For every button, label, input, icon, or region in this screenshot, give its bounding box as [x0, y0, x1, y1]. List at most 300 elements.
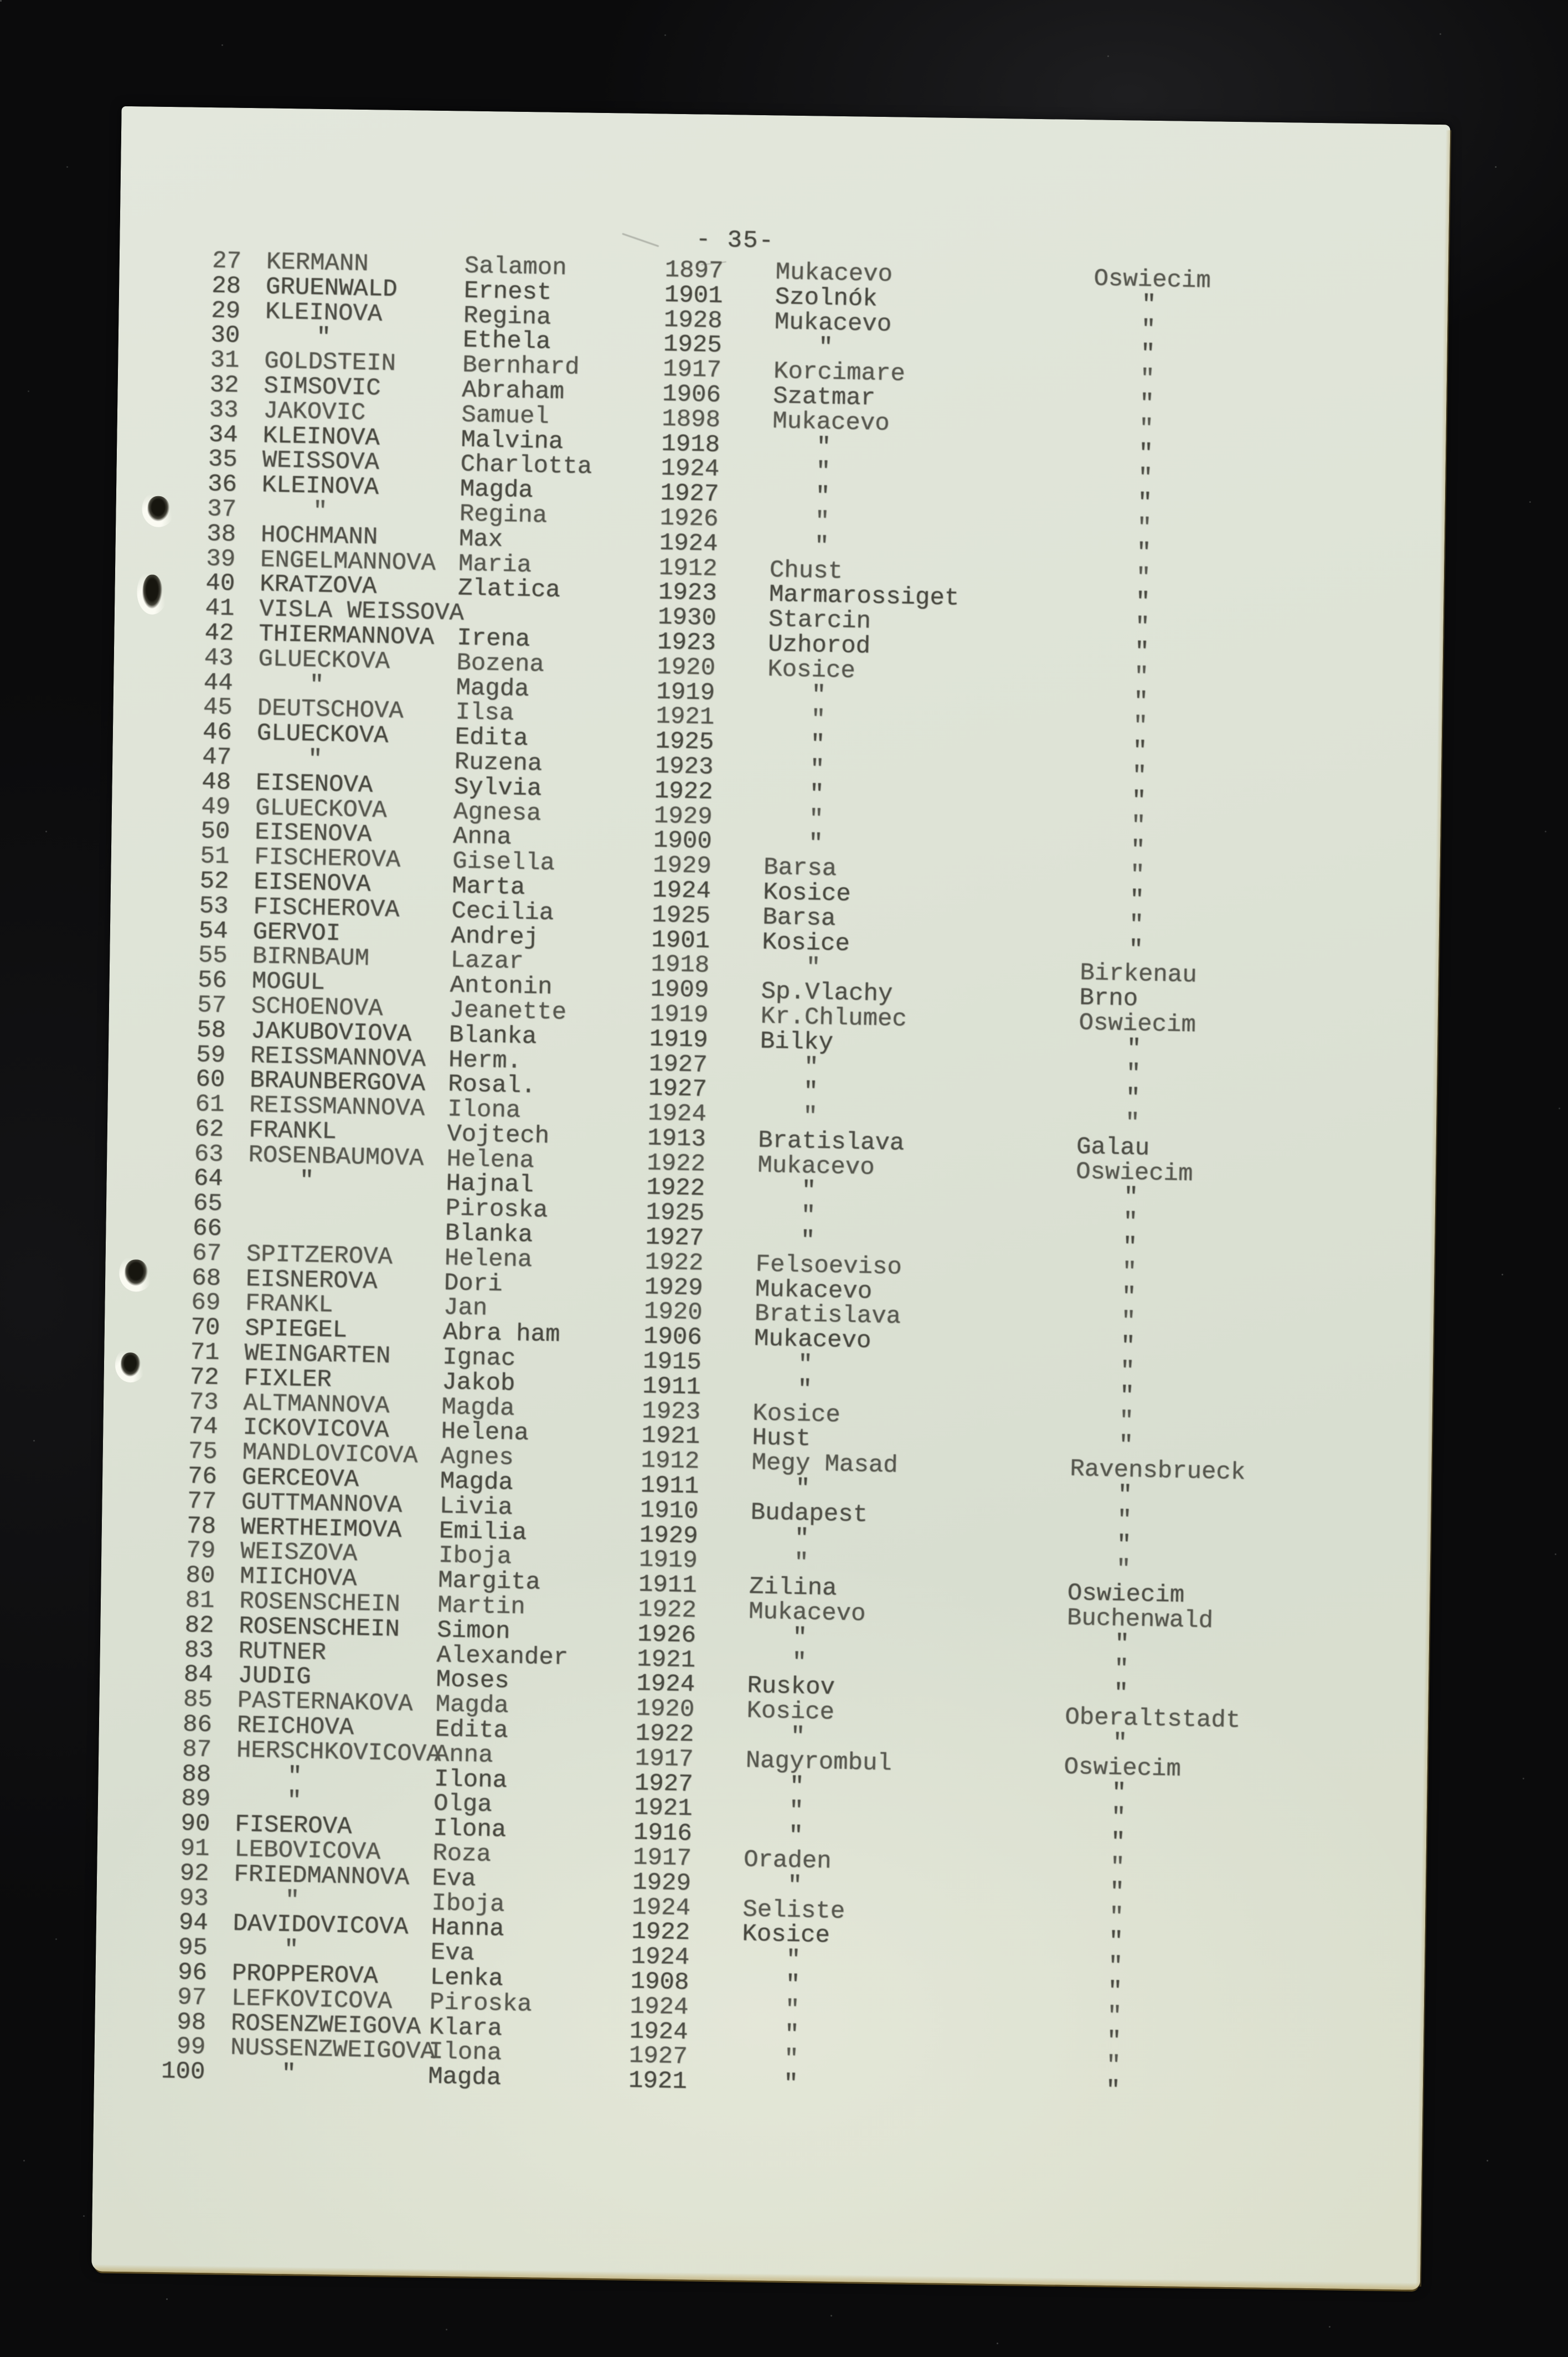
row-number-cell: 38: [206, 520, 236, 549]
place-cell: Nagyrombul: [745, 1747, 893, 1778]
dust-speckles: [0, 0, 2, 2]
place-cell: Budapest: [750, 1499, 868, 1529]
birth-year-cell: 1922: [646, 1149, 706, 1179]
place-cell: ": [797, 1375, 813, 1404]
camp-cell: ": [1135, 588, 1151, 616]
camp-cell: ": [1134, 637, 1149, 666]
birth-year-cell: 1919: [649, 1025, 708, 1054]
first-name-cell: Eva: [431, 1864, 477, 1893]
place-cell: ": [789, 1772, 804, 1800]
first-name-cell: Regina: [459, 500, 548, 530]
row-number-cell: 93: [179, 1884, 209, 1913]
birth-year-cell: 1917: [632, 1844, 692, 1873]
surname-cell: JAKUBOVIOVA: [250, 1017, 412, 1048]
camp-cell: ": [1106, 2027, 1122, 2055]
birth-year-cell: 1920: [636, 1695, 695, 1724]
birth-year-cell: 1909: [650, 975, 709, 1005]
camp-cell: ": [1125, 1109, 1140, 1138]
place-cell: Mukacevo: [755, 1275, 873, 1306]
birth-year-cell: 1925: [651, 901, 711, 930]
place-cell: Kosice: [767, 655, 856, 685]
first-name-cell: Blanka: [448, 1021, 537, 1051]
place-cell: Ruskov: [746, 1672, 835, 1702]
place-cell: ": [795, 1475, 811, 1503]
birth-year-cell: 1929: [652, 851, 712, 881]
birth-year-cell: 1925: [663, 331, 723, 360]
place-cell: Felsoeviso: [755, 1250, 902, 1282]
camp-cell: Ravensbrueck: [1069, 1455, 1246, 1487]
place-cell: Korcimare: [773, 357, 906, 388]
place-cell: ": [808, 805, 824, 833]
row-number-cell: 27: [212, 247, 242, 276]
place-cell: ": [811, 706, 826, 734]
surname-cell: ROSENBAUMOVA: [248, 1141, 424, 1173]
surname-cell: GLUECKOVA: [258, 645, 390, 676]
birth-year-cell: 1910: [639, 1496, 699, 1526]
camp-cell: ": [1140, 340, 1156, 368]
camp-cell: ": [1105, 2076, 1121, 2105]
camp-cell: ": [1118, 1407, 1134, 1435]
first-name-cell: Edita: [455, 723, 529, 753]
camp-cell: ": [1131, 811, 1146, 840]
row-number-cell: 75: [188, 1438, 218, 1466]
surname-cell: ICKOVICOVA: [243, 1414, 390, 1445]
camp-cell: ": [1132, 761, 1147, 790]
place-cell: Kosice: [741, 1920, 831, 1950]
surname-cell: EISNEROVA: [245, 1265, 378, 1296]
birth-year-cell: 1915: [642, 1347, 702, 1377]
first-name-cell: Andrej: [451, 922, 539, 951]
place-cell: ": [801, 1177, 817, 1206]
first-name-cell: Livia: [439, 1492, 513, 1522]
camp-cell: ": [1138, 439, 1154, 468]
first-name-cell: Roza: [432, 1839, 492, 1869]
first-name-cell: Abraham: [461, 376, 565, 406]
row-number-cell: 78: [186, 1512, 216, 1541]
birth-year-cell: 1925: [646, 1198, 705, 1228]
birth-year-cell: 1924: [630, 1992, 689, 2022]
camp-cell: ": [1128, 910, 1144, 939]
place-cell: ": [791, 1648, 807, 1677]
surname-cell: NUSSENZWEIGOVA: [230, 2034, 436, 2066]
surname-cell: VISLA WEISSOVA: [259, 595, 465, 627]
place-cell: Chust: [769, 556, 843, 585]
row-number-cell: 82: [184, 1611, 214, 1640]
first-name-cell: Ethela: [462, 326, 551, 357]
first-name-cell: Bozena: [456, 649, 545, 679]
place-cell: Bratislava: [754, 1300, 901, 1331]
row-number-cell: 74: [188, 1413, 219, 1442]
camp-cell: Oswiecim: [1079, 1008, 1196, 1039]
place-cell: ": [784, 2020, 800, 2049]
birth-year-cell: 1922: [631, 1918, 690, 1947]
first-name-cell: Salamon: [464, 252, 568, 282]
row-number-cell: 85: [183, 1686, 213, 1715]
camp-cell: ": [1121, 1283, 1137, 1311]
place-cell: ": [790, 1722, 806, 1751]
place-cell: ": [818, 333, 833, 362]
surname-cell: KLEINOVA: [265, 297, 383, 328]
place-cell: ": [792, 1623, 808, 1652]
row-number-cell: 40: [205, 569, 235, 598]
surname-cell: SPITZEROVA: [246, 1240, 393, 1272]
surname-cell: FRANKL: [245, 1290, 334, 1320]
place-cell: ": [815, 457, 831, 486]
birth-year-cell: 1920: [643, 1298, 703, 1327]
birth-year-cell: 1908: [630, 1968, 689, 1997]
place-cell: ": [800, 1227, 816, 1255]
surname-cell: EISENOVA: [255, 769, 373, 800]
row-number-cell: 77: [187, 1487, 217, 1516]
birth-year-cell: 1929: [644, 1273, 703, 1303]
surname-cell: GRUENWALD: [265, 273, 398, 303]
camp-cell: ": [1136, 563, 1151, 592]
row-number-cell: 68: [191, 1264, 221, 1293]
surname-cell: REISSMANNOVA: [250, 1042, 426, 1073]
roster-rows: [83, 247, 1448, 2109]
camp-cell: ": [1120, 1332, 1136, 1361]
row-number-cell: 100: [161, 2057, 205, 2086]
row-number-cell: 62: [194, 1115, 224, 1144]
camp-cell: ": [1130, 836, 1146, 864]
place-cell: Mukacevo: [772, 407, 890, 438]
row-number-cell: 89: [180, 1785, 211, 1814]
surname-cell: ": [299, 1167, 314, 1195]
birth-year-cell: 1923: [654, 752, 714, 781]
surname-cell: ": [286, 1787, 302, 1815]
birth-year-cell: 1900: [653, 826, 713, 856]
row-number-cell: 91: [180, 1834, 210, 1863]
row-number-cell: 99: [176, 2033, 206, 2062]
first-name-cell: Jakob: [441, 1368, 515, 1398]
camp-cell: Buchenwald: [1066, 1604, 1214, 1635]
place-cell: ": [788, 1822, 803, 1850]
first-name-cell: Ilsa: [455, 698, 514, 728]
row-number-cell: 44: [203, 668, 234, 697]
place-cell: Starcin: [768, 605, 871, 636]
place-cell: ": [815, 482, 831, 511]
first-name-cell: Ruzena: [454, 748, 543, 778]
row-number-cell: 95: [178, 1933, 208, 1962]
first-name-cell: Moses: [436, 1666, 510, 1696]
place-cell: Kosice: [746, 1697, 835, 1727]
birth-year-cell: 1924: [659, 529, 718, 558]
birth-year-cell: 1924: [631, 1893, 691, 1922]
row-number-cell: 88: [181, 1760, 212, 1789]
birth-year-cell: 1901: [664, 281, 723, 310]
surname-cell: ": [309, 671, 324, 699]
place-cell: ": [797, 1351, 813, 1379]
first-name-cell: Agnes: [440, 1443, 514, 1472]
birth-year-cell: 1906: [662, 380, 721, 409]
place-cell: Uzhorod: [767, 630, 871, 661]
place-cell: Kr.Chlumec: [760, 1002, 907, 1033]
camp-cell: ": [1117, 1481, 1133, 1510]
surname-cell: GLUECKOVA: [256, 719, 389, 750]
first-name-cell: Piroska: [445, 1195, 548, 1225]
row-number-cell: 58: [196, 1016, 226, 1044]
camp-cell: ": [1133, 662, 1149, 691]
birth-year-cell: 1921: [633, 1794, 693, 1823]
first-name-cell: Rosal.: [447, 1071, 537, 1100]
place-cell: ": [801, 1202, 816, 1230]
surname-cell: KRATZOVA: [259, 570, 377, 601]
row-number-cell: 96: [177, 1958, 208, 1987]
camp-cell: Oswiecim: [1067, 1579, 1185, 1610]
birth-year-cell: 1922: [646, 1174, 705, 1203]
birth-year-cell: 1927: [634, 1769, 694, 1798]
first-name-cell: Anna: [452, 822, 512, 852]
first-name-cell: Magda: [427, 2063, 502, 2092]
place-cell: Barsa: [763, 853, 837, 883]
camp-cell: ": [1126, 1059, 1141, 1088]
first-name-cell: Helena: [441, 1418, 529, 1448]
row-number-cell: 90: [180, 1810, 210, 1839]
surname-cell: FIXLER: [243, 1364, 332, 1394]
first-name-cell: Edita: [435, 1716, 509, 1745]
place-cell: ": [806, 954, 821, 982]
birth-year-cell: 1928: [663, 306, 723, 335]
first-name-cell: Magda: [440, 1468, 514, 1497]
camp-cell: ": [1107, 1977, 1123, 2005]
camp-cell: ": [1129, 886, 1144, 914]
surname-cell: ROSENZWEIGOVA: [230, 2009, 421, 2041]
row-number-cell: 70: [190, 1314, 220, 1342]
surname-cell: KERMANN: [266, 248, 369, 279]
first-name-cell: Jan: [443, 1294, 488, 1323]
row-number-cell: 59: [195, 1041, 226, 1069]
row-number-cell: 66: [192, 1214, 223, 1243]
first-name-cell: Anna: [434, 1740, 493, 1769]
row-number-cell: 98: [176, 2008, 207, 2037]
surname-cell: WEINGARTEN: [244, 1339, 391, 1371]
first-name-cell: Magda: [460, 475, 534, 505]
first-name-cell: Zlatica: [457, 574, 561, 605]
place-cell: ": [814, 507, 830, 536]
surname-cell: WEISSOVA: [262, 446, 380, 477]
row-number-cell: 47: [202, 743, 232, 772]
birth-year-cell: 1898: [661, 405, 721, 434]
camp-cell: ": [1107, 1952, 1123, 1981]
camp-cell: ": [1136, 538, 1152, 567]
camp-cell: ": [1110, 1853, 1125, 1882]
place-cell: Mukacevo: [757, 1151, 875, 1182]
camp-cell: ": [1107, 2002, 1122, 2030]
first-name-cell: Helena: [446, 1145, 535, 1175]
row-number-cell: 57: [197, 991, 227, 1020]
surname-cell: RUTNER: [238, 1637, 327, 1667]
row-number-cell: 69: [190, 1289, 221, 1318]
surname-cell: MIICHOVA: [239, 1563, 357, 1593]
birth-year-cell: 1925: [655, 727, 714, 756]
camp-cell: ": [1137, 489, 1153, 517]
surname-cell: ": [285, 1886, 300, 1915]
row-number-cell: 53: [199, 892, 229, 920]
first-name-cell: Magda: [435, 1691, 509, 1720]
place-cell: Kosice: [752, 1399, 841, 1429]
surname-cell: ROSENSCHEIN: [238, 1612, 400, 1644]
surname-cell: GERCEOVA: [241, 1463, 359, 1494]
first-name-cell: Agnesa: [453, 797, 541, 828]
place-cell: ": [803, 1078, 818, 1106]
surname-cell: PASTERNAKOVA: [237, 1687, 414, 1718]
camp-cell: Oswiecim: [1064, 1753, 1182, 1783]
camp-cell: ": [1132, 712, 1148, 740]
surname-cell: WEISZOVA: [240, 1538, 358, 1568]
row-number-cell: 76: [187, 1462, 218, 1491]
camp-cell: ": [1111, 1803, 1126, 1832]
row-number-cell: 51: [200, 842, 230, 871]
place-cell: Bratislava: [757, 1126, 905, 1157]
place-cell: ": [809, 755, 825, 784]
first-name-cell: Emilia: [439, 1517, 527, 1547]
row-number-cell: 72: [189, 1363, 219, 1392]
place-cell: Seliste: [742, 1895, 845, 1926]
surname-cell: KLEINOVA: [261, 471, 379, 502]
row-number-cell: 86: [182, 1710, 213, 1739]
birth-year-cell: 1929: [632, 1868, 692, 1898]
birth-year-cell: 1924: [631, 1943, 690, 1972]
first-name-cell: Samuel: [461, 401, 550, 431]
camp-cell: ": [1118, 1432, 1134, 1460]
birth-year-cell: 1913: [647, 1124, 706, 1154]
first-name-cell: Piroska: [429, 1988, 533, 2019]
surname-cell: KLEINOVA: [262, 421, 380, 452]
camp-cell: ": [1116, 1556, 1131, 1584]
camp-cell: ": [1121, 1308, 1136, 1336]
row-number-cell: 45: [203, 693, 233, 722]
place-cell: ": [785, 1995, 800, 2024]
first-name-cell: Hajnal: [446, 1170, 534, 1200]
birth-year-cell: 1924: [652, 876, 711, 905]
place-cell: ": [786, 1946, 801, 1974]
birth-year-cell: 1912: [658, 554, 718, 583]
birth-year-cell: 1927: [660, 479, 719, 508]
row-number-cell: 84: [183, 1661, 214, 1690]
camp-cell: ": [1139, 365, 1155, 393]
first-name-cell: Irena: [456, 624, 530, 653]
surname-cell: FISEROVA: [234, 1810, 352, 1841]
row-number-cell: 87: [182, 1735, 212, 1764]
place-cell: ": [802, 1103, 818, 1131]
camp-cell: ": [1114, 1630, 1130, 1658]
birth-year-cell: 1927: [648, 1074, 708, 1104]
first-name-cell: Abra ham: [442, 1319, 560, 1349]
birth-year-cell: 1911: [642, 1372, 702, 1402]
surname-cell: HERSCHKOVICOVA: [236, 1736, 442, 1769]
place-cell: ": [811, 681, 827, 709]
place-cell: ": [783, 2070, 798, 2098]
surname-cell: THIERMANNOVA: [258, 620, 435, 652]
page-number: - 35-: [695, 225, 775, 255]
row-number-cell: 39: [205, 544, 236, 573]
camp-cell: Oswiecim: [1075, 1157, 1193, 1188]
row-number-cell: 63: [194, 1140, 224, 1169]
row-number-cell: 83: [184, 1636, 214, 1665]
place-cell: Kosice: [761, 928, 850, 958]
first-name-cell: Charlotta: [460, 450, 592, 481]
first-name-cell: Vojtech: [446, 1120, 550, 1150]
first-name-cell: Blanka: [445, 1219, 533, 1249]
surname-cell: FRANKL: [248, 1116, 337, 1146]
row-number-cell: 64: [193, 1165, 224, 1193]
birth-year-cell: 1930: [657, 603, 717, 632]
place-cell: ": [788, 1797, 804, 1825]
place-cell: ": [793, 1549, 809, 1577]
first-name-cell: Lenka: [430, 1963, 504, 1993]
surname-cell: SPIEGEL: [244, 1315, 348, 1345]
surname-cell: FRIEDMANNOVA: [233, 1860, 410, 1892]
birth-year-cell: 1929: [639, 1521, 698, 1551]
first-name-cell: Ilona: [428, 2038, 502, 2067]
surname-cell: JUDIG: [238, 1662, 312, 1691]
first-name-cell: Helena: [444, 1244, 533, 1274]
birth-year-cell: 1921: [636, 1645, 696, 1675]
place-cell: Mukacevo: [748, 1598, 866, 1628]
place-cell: Zilina: [749, 1573, 837, 1603]
place-cell: ": [794, 1524, 809, 1553]
camp-cell: ": [1137, 464, 1153, 492]
camp-cell: ": [1108, 1927, 1124, 1956]
birth-year-cell: 1921: [628, 2067, 688, 2096]
surname-cell: GLUECKOVA: [255, 794, 388, 825]
row-number-cell: 81: [185, 1586, 215, 1615]
surname-cell: PROPPEROVA: [231, 1959, 379, 1990]
row-number-cell: 60: [195, 1066, 225, 1094]
birth-year-cell: 1920: [656, 653, 716, 682]
birth-year-cell: 1922: [644, 1248, 704, 1278]
camp-cell: ": [1122, 1258, 1137, 1286]
first-name-cell: Jeanette: [449, 996, 567, 1027]
camp-cell: ": [1131, 786, 1147, 815]
first-name-cell: Magda: [441, 1393, 515, 1423]
first-name-cell: Max: [458, 525, 503, 554]
first-name-cell: Ilona: [447, 1095, 521, 1125]
row-number-cell: 67: [192, 1239, 222, 1268]
camp-cell: ": [1109, 1878, 1125, 1906]
camp-cell: ": [1126, 1035, 1142, 1063]
surname-cell: ": [281, 2060, 297, 2088]
first-name-cell: Iboja: [431, 1889, 505, 1919]
birth-year-cell: 1901: [651, 926, 710, 955]
row-number-cell: 28: [211, 272, 241, 301]
birth-year-cell: 1917: [662, 355, 722, 385]
birth-year-cell: 1929: [653, 802, 713, 831]
camp-cell: Oberaltstadt: [1064, 1704, 1241, 1735]
first-name-cell: Hanna: [431, 1914, 505, 1943]
camp-cell: ": [1133, 687, 1149, 716]
birth-year-cell: 1924: [661, 455, 720, 484]
row-number-cell: 32: [209, 371, 239, 400]
camp-cell: ": [1141, 315, 1156, 344]
row-number-cell: 55: [198, 941, 228, 970]
surname-cell: EISENOVA: [254, 819, 372, 849]
camp-cell: Birkenau: [1079, 959, 1198, 990]
camp-cell: ": [1117, 1506, 1132, 1534]
camp-cell: ": [1139, 390, 1154, 418]
place-cell: ": [810, 730, 826, 759]
surname-cell: DEUTSCHOVA: [257, 694, 404, 725]
first-name-cell: Dori: [443, 1269, 503, 1298]
birth-year-cell: 1921: [656, 702, 715, 732]
first-name-cell: Margita: [437, 1567, 541, 1597]
place-cell: Mukacevo: [754, 1325, 871, 1355]
surname-cell: ": [316, 323, 332, 352]
surname-cell: JAKOVIC: [262, 397, 366, 427]
row-number-cell: 92: [179, 1859, 209, 1888]
first-name-cell: Maria: [458, 549, 532, 579]
camp-cell: ": [1123, 1183, 1139, 1212]
